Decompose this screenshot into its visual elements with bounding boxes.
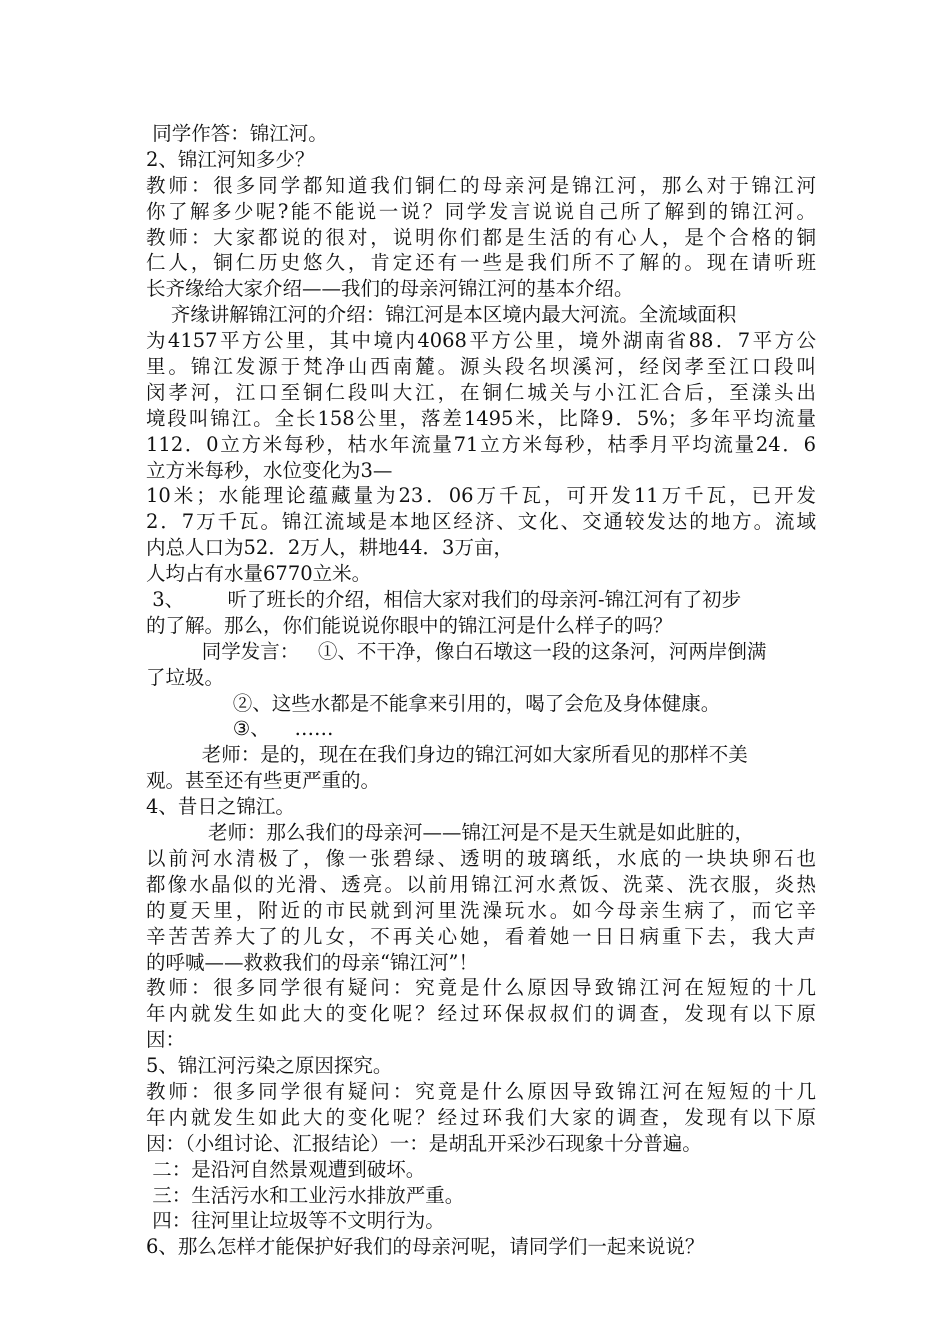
- section-heading: 3、 听了班长的介绍，相信大家对我们的母亲河-锦江河有了初步: [146, 588, 742, 612]
- document-page: [146, 121, 816, 1260]
- list-item: 三：生活污水和工业污水排放严重。: [146, 1183, 465, 1207]
- text-line: 教师：很多同学都知道我们铜仁的母亲河是锦江河，那么对于锦江河: [146, 173, 816, 197]
- text-line: 仁人，铜仁历史悠久，肯定还有一些是我们所不了解的。现在请听班: [146, 251, 816, 275]
- text-line: 立方米每秒，水位变化为3—: [146, 458, 393, 482]
- text-line: 以前河水清极了，像一张碧绿、透明的玻璃纸，水底的一块块卵石也: [146, 846, 816, 870]
- text-line: 年内就发生如此大的变化呢？经过环保叔叔们的调查，发现有以下原: [146, 1002, 816, 1026]
- text-line: 的呼喊——救救我们的母亲“锦江河”！: [146, 950, 478, 974]
- list-item: ③、 ……: [146, 717, 334, 741]
- text-line: 因：（小组讨论、汇报结论）一：是胡乱开采沙石现象十分普遍。: [146, 1131, 702, 1155]
- text-line: 教师：很多同学很有疑问：究竟是什么原因导致锦江河在短短的十几: [146, 1079, 816, 1103]
- text-line: 齐缘讲解锦江河的介绍：锦江河是本区境内最大河流。全流域面积: [146, 303, 737, 327]
- list-item: 四：往河里让垃圾等不文明行为。: [146, 1209, 445, 1233]
- section-heading: 4、昔日之锦江。: [146, 795, 295, 819]
- text-line: 老师：是的，现在在我们身边的锦江河如大家所看见的那样不美: [146, 743, 748, 767]
- text-line: 都像水晶似的光滑、透亮。以前用锦江河水煮饭、洗菜、洗衣服，炎热: [146, 872, 816, 896]
- text-line: 的夏天里，附近的市民就到河里洗澡玩水。如今母亲生病了，而它辛: [146, 898, 816, 922]
- text-line: 老师：那么我们的母亲河——锦江河是不是天生就是如此脏的，: [146, 821, 754, 845]
- text-line: 辛苦苦养大了的儿女，不再关心她，看着她一日日病重下去，我大声: [146, 924, 816, 948]
- text-line: 教师：很多同学很有疑问：究竟是什么原因导致锦江河在短短的十几: [146, 976, 816, 1000]
- section-heading: 2、锦江河知多少？: [146, 147, 315, 171]
- section-heading: 6、那么怎样才能保护好我们的母亲河呢，请同学们一起来说说？: [146, 1235, 705, 1259]
- text-line: 闵孝河，江口至铜仁段叫大江，在铜仁城关与小江汇合后，至漾头出: [146, 380, 816, 404]
- text-line: 年内就发生如此大的变化呢？经过环我们大家的调查，发现有以下原: [146, 1105, 816, 1129]
- text-line: 长齐缘给大家介绍——我们的母亲河锦江河的基本介绍。: [146, 277, 634, 301]
- text-line: 10米；水能理论蕴藏量为23．06万千瓦，可开发11万千瓦，已开发: [146, 484, 816, 508]
- text-line: 观。甚至还有些更严重的。: [146, 769, 381, 793]
- text-line: 因：: [146, 1028, 186, 1052]
- text-line: 了垃圾。: [146, 665, 225, 689]
- text-line: 同学发言： ①、不干净，像白石墩这一段的这条河，河两岸倒满: [146, 639, 767, 663]
- text-line: 你了解多少呢?能不能说一说？同学发言说说自己所了解到的锦江河。: [146, 199, 816, 223]
- text-line: 同学作答：锦江河。: [146, 122, 328, 145]
- text-line: 里。锦江发源于梵净山西南麓。源头段名坝溪河，经闵孝至江口段叫: [146, 355, 816, 379]
- text-line: 112．0立方米每秒，枯水年流量71立方米每秒，枯季月平均流量24．6: [146, 432, 816, 456]
- text-line: 境段叫锦江。全长158公里，落差1495米，比降9．5%；多年平均流量: [146, 406, 816, 430]
- list-item: 二：是沿河自然景观遭到破坏。: [146, 1157, 426, 1181]
- text-line: 为4157平方公里，其中境内4068平方公里，境外湖南省88．7平方公: [146, 329, 816, 353]
- text-line: 内总人口为52．2万人，耕地44．3万亩，: [146, 536, 513, 560]
- section-heading: 5、锦江河污染之原因探究。: [146, 1054, 393, 1078]
- text-line: 2．7万千瓦。锦江流域是本地区经济、文化、交通较发达的地方。流域: [146, 510, 816, 534]
- list-item: ②、这些水都是不能拿来引用的，喝了会危及身体健康。: [146, 691, 721, 715]
- text-line: 人均占有水量6770立米。: [146, 562, 372, 586]
- text-line: 教师：大家都说的很对，说明你们都是生活的有心人，是个合格的铜: [146, 225, 816, 249]
- text-line: 的了解。那么，你们能说说你眼中的锦江河是什么样子的吗？: [146, 613, 673, 637]
